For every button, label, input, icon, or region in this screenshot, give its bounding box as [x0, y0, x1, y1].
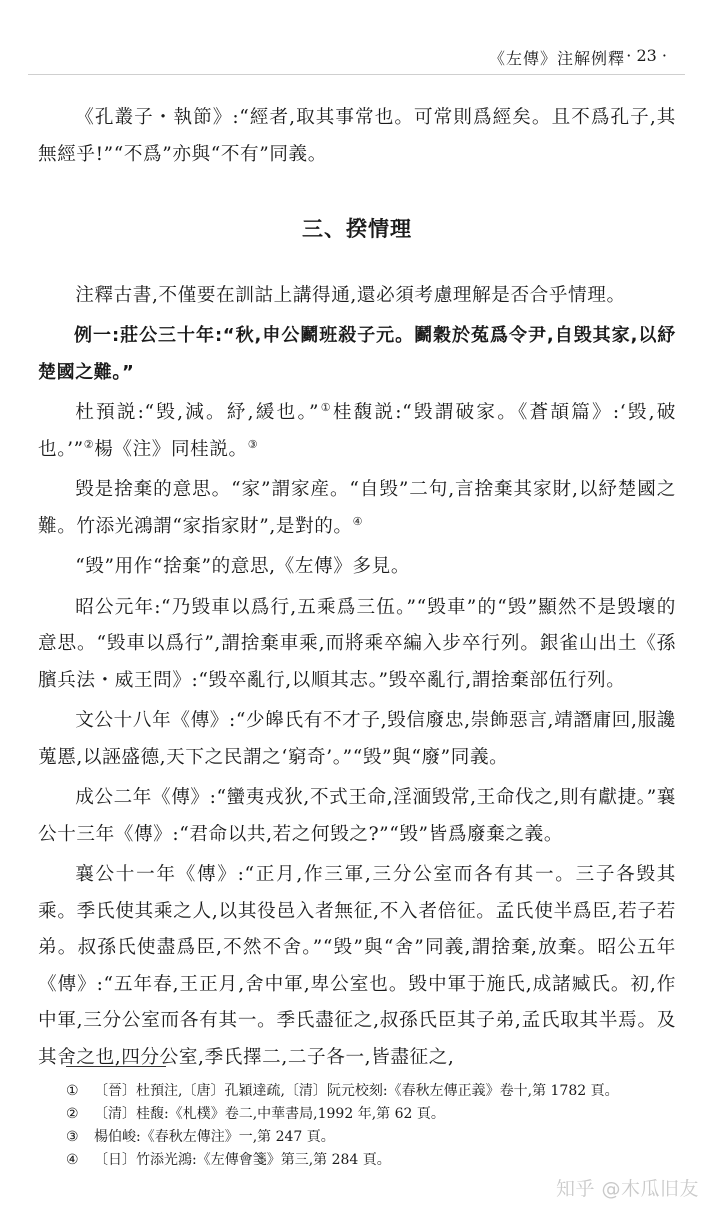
- footnote-rule: [66, 1066, 166, 1067]
- footnote-number: ③: [66, 1129, 79, 1145]
- paragraph-with-notes: [38, 472, 676, 545]
- footnote-text: 〔晉〕杜預注,〔唐〕孔穎達疏,〔清〕阮元校刻:《春秋左傳正義》卷十,第 1782 頁。: [94, 1083, 619, 1099]
- paragraph-with-notes: [38, 395, 676, 468]
- text-run: 杜預説:“毁,減。紓,緩也。”: [75, 402, 320, 423]
- example-heading: 例一:莊公三十年:“秋,申公鬬班殺子元。鬬穀於菟爲令尹,自毁其家,以紓楚國之難。”: [38, 325, 676, 383]
- footnote: [66, 1126, 686, 1149]
- text-run: 桂馥説:“毁謂破家。《蒼頡篇》:‘毁,破也。’”: [38, 402, 676, 460]
- running-title: 《左傳》注解例釋: [488, 49, 625, 68]
- paragraph: 襄公十一年《傳》:“正月,作三軍,三分公室而各有其一。三子各毁其乘。季氏使其乘之人,以其役邑入者無征,不入者倍征。孟氏使半爲臣,若子若弟。叔孫氏使盡爲臣,不然不舍。”“毁”與“舍”同義,謂捨棄,放棄。昭公五年《傳》:“五年春,王正月,舍中軍,卑公室也。毁中軍于施氏,成諸臧氏。初,作中軍,三分公室而各有其一。季氏盡征之,叔孫氏臣其子弟,孟氏取其半焉。及其舍之也,四分公室,季氏擇二,二子各一,皆盡征之,: [38, 864, 676, 1068]
- footnote: [66, 1080, 686, 1103]
- paragraph: 成公二年《傳》:“蠻夷戎狄,不式王命,淫湎毁常,王命伐之,則有獻捷。”襄公十三年《傳》:“君命以共,若之何毁之?”“毁”皆爲廢棄之義。: [38, 787, 676, 845]
- footnote-marker: ③: [247, 437, 259, 451]
- footnote: [66, 1103, 686, 1126]
- page-number: · 23 ·: [626, 46, 667, 65]
- header-rule: [28, 74, 685, 75]
- footnote-number: ④: [66, 1152, 79, 1168]
- section-heading: 三、揆情理: [302, 217, 412, 241]
- footnote-number: ①: [66, 1083, 79, 1099]
- paragraph: 昭公元年:“乃毁車以爲行,五乘爲三伍。”“毁車”的“毁”顯然不是毁壞的意思。“毁車以爲行”,謂捨棄車乘,而將乘卒編入步卒行列。銀雀山出土《孫臏兵法・威王問》:“毁卒亂行,以順其志。”毁卒亂行,謂捨棄部伍行列。: [38, 596, 676, 691]
- footnote-text: 〔清〕桂馥:《札樸》卷二,中華書局,1992 年,第 62 頁。: [94, 1106, 445, 1122]
- footnote-number: ②: [66, 1106, 79, 1122]
- paragraph: “毁”用作“捨棄”的意思,《左傳》多見。: [75, 556, 411, 577]
- footnotes: [66, 1080, 686, 1172]
- footnote-marker: ④: [352, 514, 364, 528]
- footnote-text: 楊伯峻:《春秋左傳注》一,第 247 頁。: [94, 1129, 335, 1145]
- running-header: [0, 40, 713, 76]
- footnote: [66, 1149, 686, 1172]
- watermark: 知乎 @木瓜旧友: [555, 1178, 699, 1200]
- footnote-marker: ①: [319, 400, 333, 414]
- paragraph: 注釋古書,不僅要在訓詁上講得通,還必須考慮理解是否合乎情理。: [75, 284, 626, 306]
- paragraph: 文公十八年《傳》:“少皞氏有不才子,毁信廢忠,崇飾惡言,靖譖庸回,服讒蒐慝,以誣盛德,天下之民謂之‘窮奇’。”“毁”與“廢”同義。: [38, 710, 676, 768]
- footnote-text: 〔日〕竹添光鴻:《左傳會箋》第三,第 284 頁。: [94, 1152, 391, 1168]
- footnote-marker: ②: [83, 437, 95, 451]
- text-run: 毁是捨棄的意思。“家”謂家産。“自毁”二句,言捨棄其家財,以紓楚國之難。竹添光鴻謂“家指家財”,是對的。: [38, 479, 676, 537]
- text-run: 楊《注》同桂説。: [94, 438, 248, 460]
- main-text: [38, 100, 676, 1080]
- paragraph-intro: 《孔叢子・執節》:“經者,取其事常也。可常則爲經矣。且不爲孔子,其無經乎!”“不爲”亦與“不有”同義。: [38, 107, 676, 165]
